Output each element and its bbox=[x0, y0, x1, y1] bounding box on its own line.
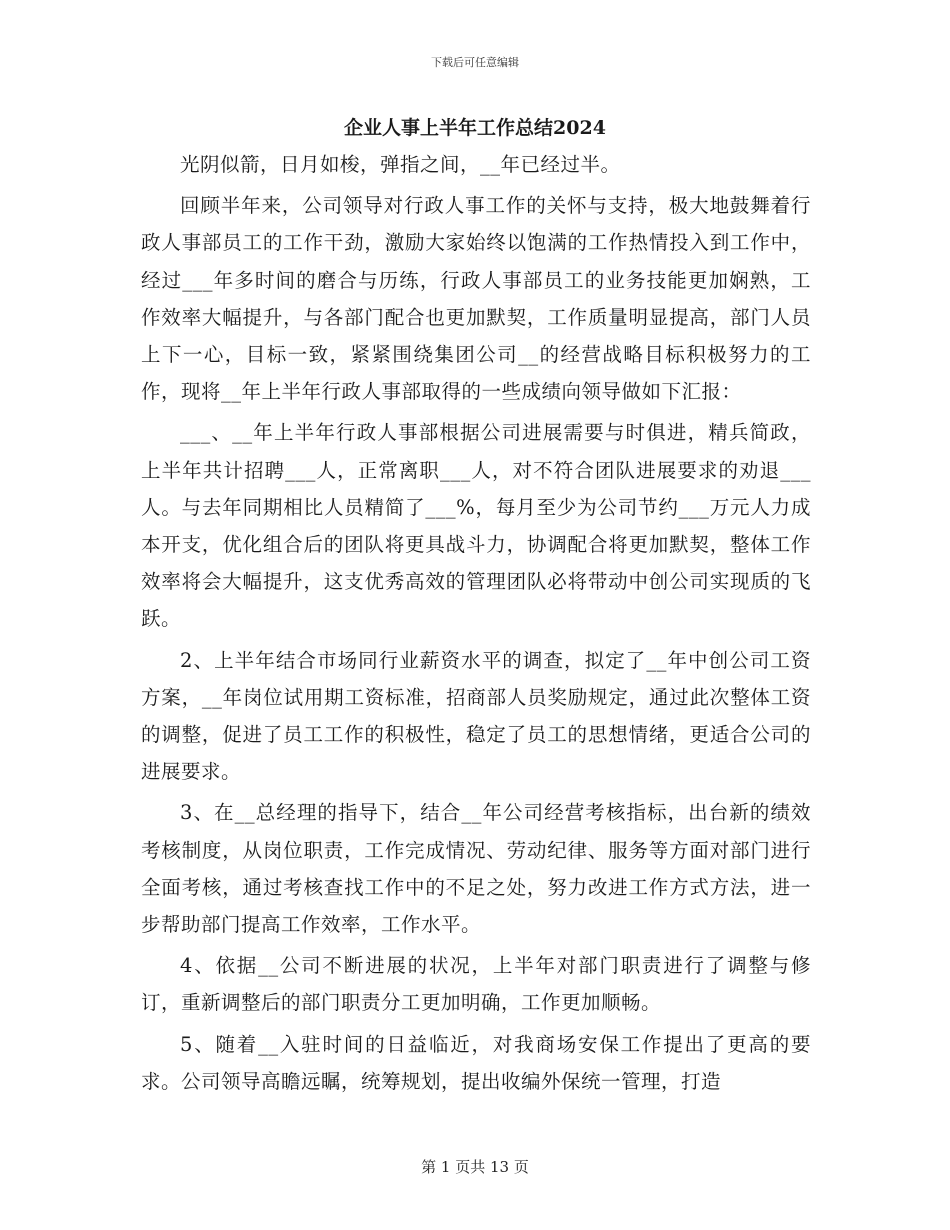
paragraph-item-5: 5、随着__入驻时间的日益临近，对我商场安保工作提出了更高的要求。公司领导高瞻远瞩，统筹规划，提出收编外保统一管理，打造 bbox=[141, 1032, 811, 1093]
paragraph-item-3: 3、在__总经理的指导下，结合__年公司经营考核指标，出台新的绩效考核制度，从岗位职责，工作完成情况、劳动纪律、服务等方面对部门进行全面考核，通过考核查找工作中的不足之处，努力改进工作方式方法，进一步帮助部门提高工作效率，工作水平。 bbox=[141, 801, 811, 937]
document-title: 企业人事上半年工作总结2024 bbox=[344, 117, 606, 139]
page-header-note: 下载后可任意编辑 bbox=[431, 56, 519, 69]
document-body bbox=[141, 146, 811, 1104]
paragraph-item-1: ___、__年上半年行政人事部根据公司进展需要与时俱进，精兵简政，上半年共计招聘___人，正常离职___人，对不符合团队进展要求的劝退___人。与去年同期相比人员精简了___%，每月至少为公司节约___万元人力成本开支，优化组合后的团队将更具战斗力，协调配合将更加默契，整体工作效率将会大幅提升，这支优秀高效的管理团队必将带动中创公司实现质的飞跃。 bbox=[141, 421, 811, 631]
paragraph-item-4: 4、依据__公司不断进展的状况，上半年对部门职责进行了调整与修订，重新调整后的部门职责分工更加明确，工作更加顺畅。 bbox=[141, 954, 811, 1015]
paragraph-review: 回顾半年来，公司领导对行政人事工作的关怀与支持，极大地鼓舞着行政人事部员工的工作干劲，激励大家始终以饱满的工作热情投入到工作中，经过___年多时间的磨合与历练，行政人事部员工的业务技能更加娴熟，工作效率大幅提升，与各部门配合也更加默契，工作质量明显提高，部门人员上下一心，目标一致，紧紧围绕集团公司__的经营战略目标积极努力的工作，现将__年上半年行政人事部取得的一些成绩向领导做如下汇报： bbox=[141, 194, 811, 404]
page-number: 第 1 页共 13 页 bbox=[421, 1158, 529, 1176]
paragraph-intro: 光阴似箭，日月如梭，弹指之间，__年已经过半。 bbox=[180, 153, 621, 176]
paragraph-item-2: 2、上半年结合市场同行业薪资水平的调查，拟定了__年中创公司工资方案，__年岗位试用期工资标准，招商部人员奖励规定，通过此次整体工资的调整，促进了员工工作的积极性，稳定了员工的思想情绪，更适合公司的进展要求。 bbox=[141, 648, 811, 784]
